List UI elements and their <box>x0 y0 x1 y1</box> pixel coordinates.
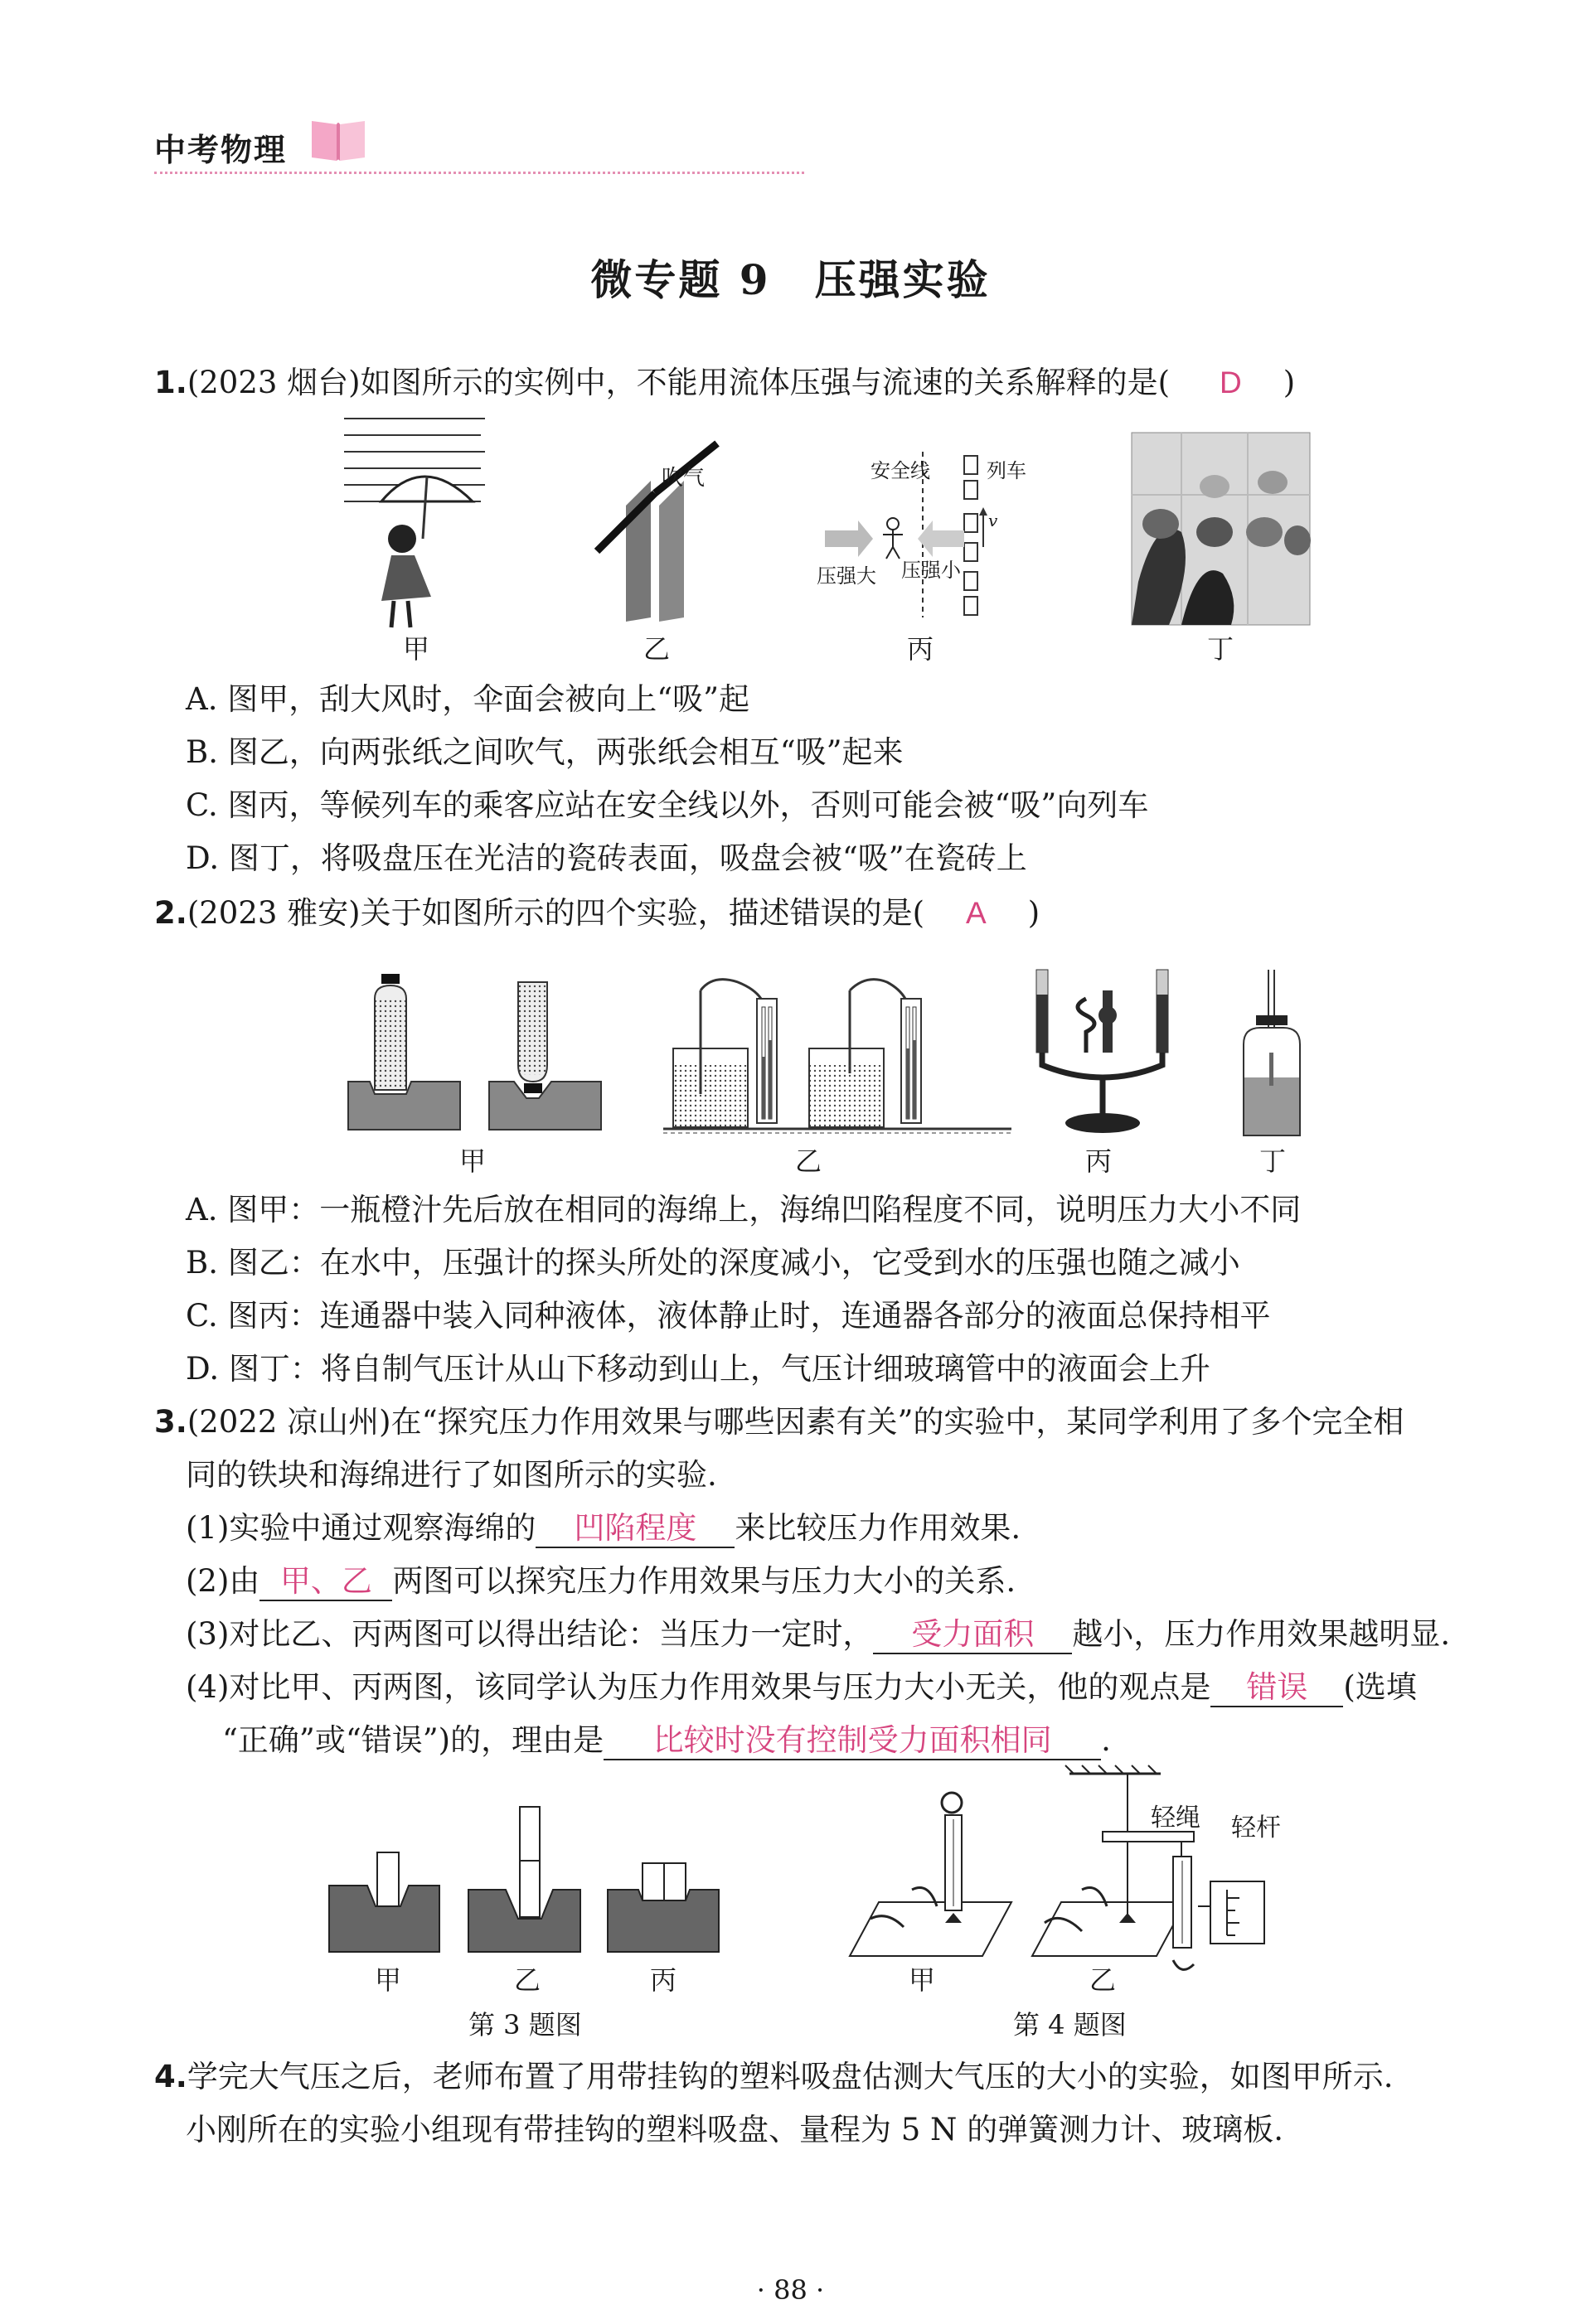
q1-stem-line <box>154 365 1295 401</box>
q2-option-d: D. 图丁：将自制气压计从山下移动到山上，气压计细玻璃管中的液面会上升 <box>186 1351 1210 1387</box>
q4-label-qingsheng: 轻绳 <box>1151 1804 1200 1833</box>
q1-cap-ding: 丁 <box>1206 633 1234 665</box>
q3-part5 <box>222 1722 1111 1760</box>
q3-figure-caption: 第 3 题图 <box>468 2009 582 2041</box>
q3-figure <box>327 1807 725 1956</box>
q2-figure-jia <box>348 974 613 1131</box>
q4-line2: 小刚所在的实验小组现有带挂钩的塑料吸盘、量程为 5 N 的弹簧测力计、玻璃板. <box>186 2112 1283 2147</box>
q1-figure-yi <box>580 460 738 626</box>
q2-stem: (2023 雅安)关于如图所示的四个实验，描述错误的是( <box>187 895 925 931</box>
q3-stem-line1 <box>154 1404 1404 1440</box>
page-title: 微专题 9 压强实验 <box>590 255 991 304</box>
q1-cap-yi: 乙 <box>643 633 670 665</box>
page-number: · 88 · <box>756 2274 825 2306</box>
q3-part1 <box>186 1510 1021 1548</box>
q3-cap-jia: 甲 <box>374 1964 401 1996</box>
q2-cap-ding: 丁 <box>1258 1145 1286 1177</box>
q1-number: 1. <box>154 365 187 400</box>
q2-stem-line <box>154 895 1040 932</box>
q3-p2-answer: 甲、乙 <box>259 1563 392 1601</box>
q2-figure-yi <box>663 974 1011 1140</box>
q3-p2-text: (2)由 <box>186 1563 260 1599</box>
q2-figure-bing <box>1028 966 1177 1140</box>
q4-text1: 学完大气压之后，老师布置了用带挂钩的塑料吸盘估测大气压的大小的实验，如图甲所示. <box>187 2059 1394 2094</box>
q1-label-v: v <box>988 511 998 530</box>
q2-figure-ding <box>1235 970 1310 1140</box>
q1-answer: D <box>1220 366 1242 399</box>
q3-p3-text-end: 越小，压力作用效果越明显. <box>1072 1616 1451 1652</box>
q1-label-anquanxian: 安全线 <box>871 459 930 482</box>
q2-cap-jia: 甲 <box>458 1145 486 1177</box>
q1-figure-jia <box>340 410 489 630</box>
q2-cap-bing: 丙 <box>1084 1145 1112 1177</box>
q4-figure <box>846 1765 1310 1981</box>
q3-p1-answer: 凹陷程度 <box>536 1510 735 1548</box>
q3-p3-answer: 受力面积 <box>873 1616 1072 1654</box>
q2-option-b: B. 图乙：在水中，压强计的探头所处的深度减小，它受到水的压强也随之减小 <box>186 1245 1240 1281</box>
q3-part2 <box>186 1563 1016 1601</box>
q4-figure-caption: 第 4 题图 <box>1013 2009 1127 2041</box>
q3-p3-text: (3)对比乙、丙两图可以得出结论：当压力一定时， <box>186 1616 874 1652</box>
q3-p5-text: “正确”或“错误”)的，理由是 <box>222 1722 604 1758</box>
q3-part4 <box>186 1669 1417 1707</box>
q1-close: ) <box>1283 365 1296 400</box>
q3-p5-answer: 比较时没有控制受力面积相同 <box>604 1722 1101 1760</box>
header-logo: 中考物理 <box>154 132 288 168</box>
q1-option-b: B. 图乙，向两张纸之间吹气，两张纸会相互“吸”起来 <box>186 734 904 770</box>
q1-label-yaqiangxiao: 压强小 <box>901 559 961 582</box>
q3-p4-text-end: (选填 <box>1343 1669 1417 1705</box>
q2-cap-yi: 乙 <box>794 1145 822 1177</box>
q3-stem1: (2022 凉山州)在“探究压力作用效果与哪些因素有关”的实验中，某同学利用了多个完全相 <box>187 1404 1404 1440</box>
q1-cap-bing: 丙 <box>906 633 934 665</box>
q1-option-d: D. 图丁，将吸盘压在光洁的瓷砖表面，吸盘会被“吸”在瓷砖上 <box>186 840 1027 876</box>
q3-part3 <box>186 1616 1450 1654</box>
q3-number: 3. <box>154 1404 187 1440</box>
q2-answer: A <box>966 896 987 930</box>
q1-option-a: A. 图甲，刮大风时，伞面会被向上“吸”起 <box>186 681 750 717</box>
q1-stem: (2023 烟台)如图所示的实例中，不能用流体压强与流速的关系解释的是( <box>187 365 1171 400</box>
q3-p4-text: (4)对比甲、丙两图，该同学认为压力作用效果与压力大小无关，他的观点是 <box>186 1669 1211 1705</box>
q3-p4-answer: 错误 <box>1210 1669 1343 1707</box>
q3-p2-text-end: 两图可以探究压力作用效果与压力大小的关系. <box>392 1563 1016 1599</box>
q1-option-c: C. 图丙，等候列车的乘客应站在安全线以外，否则可能会被“吸”向列车 <box>186 787 1149 823</box>
q3-cap-yi: 乙 <box>513 1964 541 1996</box>
q3-cap-bing: 丙 <box>649 1964 677 1996</box>
q4-cap-yi: 乙 <box>1089 1964 1116 1996</box>
q3-p5-text-end: . <box>1101 1722 1111 1758</box>
q2-number: 2. <box>154 895 187 931</box>
q1-label-yaqiangda: 压强大 <box>817 564 876 588</box>
q1-label-lieche: 列车 <box>987 459 1026 482</box>
q2-close: ) <box>1027 895 1040 931</box>
q1-cap-jia: 甲 <box>402 633 429 665</box>
q4-line1 <box>154 2059 1394 2095</box>
q4-number: 4. <box>154 2059 187 2094</box>
q4-cap-jia: 甲 <box>908 1964 935 1996</box>
q2-option-c: C. 图丙：连通器中装入同种液体，液体静止时，连通器各部分的液面总保持相平 <box>186 1298 1271 1334</box>
q2-option-a: A. 图甲：一瓶橙汁先后放在相同的海绵上，海绵凹陷程度不同，说明压力大小不同 <box>186 1192 1302 1227</box>
q3-p1-text-end: 来比较压力作用效果. <box>735 1510 1021 1546</box>
q3-stem2: 同的铁块和海绵进行了如图所示的实验. <box>186 1457 717 1493</box>
book-icon <box>308 113 368 161</box>
header-rule <box>154 172 804 174</box>
q3-p1-text: (1)实验中通过观察海绵的 <box>186 1510 536 1546</box>
q1-label-chuiqi: 吹气 <box>662 466 706 491</box>
q1-figure-ding <box>1132 433 1310 625</box>
q4-label-qinggan: 轻杆 <box>1231 1813 1281 1842</box>
